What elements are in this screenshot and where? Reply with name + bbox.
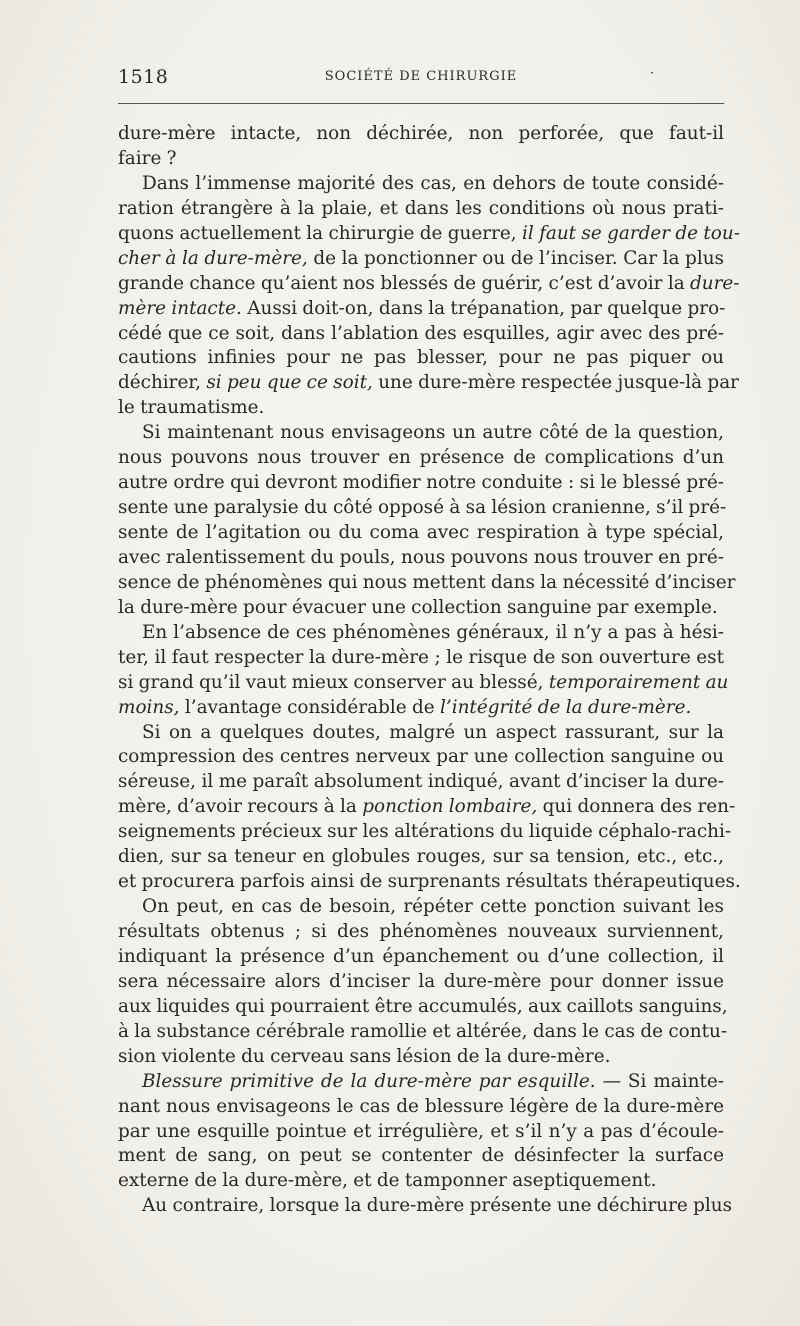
text-line: faire ?	[118, 147, 177, 169]
text-line: indiquant la présence d’un épanchement ou d’une collection, il	[118, 945, 724, 967]
header-rule	[118, 103, 724, 104]
running-head: SOCIÉTÉ DE CHIRURGIE	[324, 69, 518, 84]
text-line: moins, l’avantage considérable de l’intégrité de la dure-mère.	[118, 696, 692, 718]
text-line: dien, sur sa teneur en globules rouges, sur sa tension, etc., etc.,	[118, 846, 724, 868]
text-line: si grand qu’il vaut mieux conserver au blessé, temporairement au	[118, 671, 729, 693]
text-line: mère, d’avoir recours à la ponction lombaire, qui donnera des ren-	[118, 796, 736, 818]
text-line: à la substance cérébrale ramollie et altérée, dans le cas de contu-	[118, 1020, 728, 1042]
italic-text: mère intacte.	[118, 297, 242, 319]
text-line: autre ordre qui devront modifier notre conduite : si le blessé pré-	[118, 472, 724, 494]
text-line: cautions infinies pour ne pas blesser, pour ne pas piquer ou	[118, 347, 724, 369]
italic-text: Blessure primitive de la dure-mère par esquille.	[142, 1070, 596, 1092]
page-header	[118, 66, 724, 90]
text-line: le traumatisme.	[118, 397, 265, 419]
text-line: nant nous envisageons le cas de blessure légère de la dure-mère	[118, 1095, 724, 1117]
text-line: cédé que ce soit, dans l’ablation des esquilles, agir avec des pré-	[118, 322, 724, 344]
text-line: seignements précieux sur les altérations du liquide céphalo-rachi-	[118, 821, 732, 843]
text-line: Si maintenant nous envisageons un autre côté de la question,	[142, 422, 724, 444]
text-line: En l’absence de ces phénomènes généraux, il n’y a pas à hési-	[142, 621, 724, 643]
text-line: Si on a quelques doutes, malgré un aspect rassurant, sur la	[142, 721, 724, 743]
italic-text: ponction lombaire,	[362, 796, 538, 818]
text-line: résultats obtenus ; si des phénomènes nouveaux surviennent,	[118, 921, 724, 942]
text-line: ter, il faut respecter la dure-mère ; le risque de son ouverture est	[118, 646, 724, 668]
text-line: sion violente du cerveau sans lésion de la dure-mère.	[118, 1045, 611, 1067]
text-line: Blessure primitive de la dure-mère par esquille. — Si mainte-	[142, 1070, 724, 1092]
page-number: 1518	[118, 66, 169, 88]
text-line: grande chance qu’aient nos blessés de guérir, c’est d’avoir la dure-	[118, 272, 740, 294]
text-line: sence de phénomènes qui nous mettent dans la nécessité d’inciser	[118, 571, 736, 593]
text-line: mère intacte. Aussi doit-on, dans la trépanation, par quelque pro-	[118, 297, 726, 319]
text-line: externe de la dure-mère, et de tamponner aseptiquement.	[118, 1170, 657, 1192]
text-line: par une esquille pointue et irrégulière, et s’il n’y a pas d’écoule-	[118, 1120, 724, 1142]
text-line: sera nécessaire alors d’inciser la dure-mère pour donner issue	[118, 970, 724, 992]
text-line: Dans l’immense majorité des cas, en dehors de toute considé-	[142, 172, 724, 194]
italic-text: si peu que ce soit,	[206, 372, 373, 394]
italic-text: il faut se garder de tou-	[521, 222, 740, 244]
italic-text: temporairement au	[548, 671, 729, 693]
text-line: dure-mère intacte, non déchirée, non perforée, que faut-il	[118, 123, 724, 144]
text-line: cher à la dure-mère, de la ponctionner ou de l’inciser. Car la plus	[118, 247, 724, 269]
text-line: déchirer, si peu que ce soit, une dure-mère respectée jusque-là par	[118, 372, 739, 394]
text-line: ment de sang, on peut se contenter de désinfecter la surface	[118, 1145, 724, 1167]
text-line: Au contraire, lorsque la dure-mère présente une déchirure plus	[142, 1195, 733, 1217]
text-line: compression des centres nerveux par une collection sanguine ou	[118, 746, 724, 768]
italic-text: l’intégrité de la dure-mère.	[439, 696, 692, 718]
text-line: quons actuellement la chirurgie de guerre, il faut se garder de tou-	[118, 222, 740, 244]
text-line: sente de l’agitation ou du coma avec respiration à type spécial,	[118, 522, 724, 543]
italic-text: dure-	[690, 272, 740, 294]
text-line: la dure-mère pour évacuer une collection sanguine par exemple.	[118, 596, 718, 618]
header-ornament: ·	[649, 66, 654, 81]
text-line: nous pouvons nous trouver en présence de complications d’un	[118, 447, 724, 469]
italic-text: moins,	[118, 696, 180, 718]
text-line: aux liquides qui pourraient être accumulés, aux caillots sanguins,	[118, 995, 728, 1017]
text-line: séreuse, il me paraît absolument indiqué, avant d’inciser la dure-	[118, 771, 724, 793]
text-line: sente une paralysie du côté opposé à sa lésion cranienne, s’il pré-	[118, 497, 727, 519]
text-line: et procurera parfois ainsi de surprenants résultats thérapeutiques.	[118, 871, 741, 893]
text-line: ration étrangère à la plaie, et dans les conditions où nous prati-	[118, 197, 724, 219]
italic-text: cher à la dure-mère,	[118, 247, 308, 269]
text-line: avec ralentissement du pouls, nous pouvons nous trouver en pré-	[118, 546, 724, 568]
text-line: On peut, en cas de besoin, répéter cette ponction suivant les	[142, 896, 724, 918]
body-text	[118, 122, 741, 1219]
